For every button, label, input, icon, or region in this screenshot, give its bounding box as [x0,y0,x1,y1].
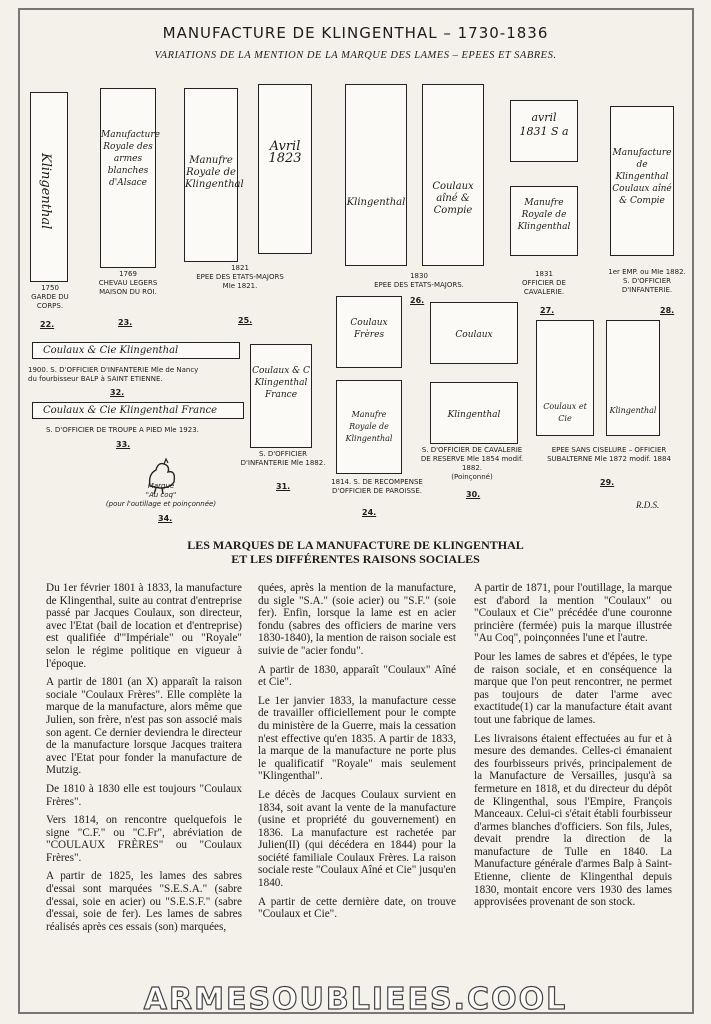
blade-mark-text: Klingenthal [346,197,406,208]
number-31: 31. [276,482,291,491]
blade-mark-26b [422,84,484,266]
column-1 [46,582,242,939]
blade-mark-33: Coulaux & Cie Klingenthal France [32,402,244,419]
caption-31: S. D'OFFICIER D'INFANTERIE Mle 1882. [240,450,326,467]
paragraph: Le décès de Jacques Coulaux survient en 1834, soit avant la vente de la manufacture (usine et propriété du gouvernement) en 1836. La manufacture est rachetée par Julien(II) (qui décédera en 1844) pour la société familiale Coulaux Frères. La raison sociale reste "Coulaux Aîné et Cie" jusqu'en 1840. [258,788,456,890]
blade-mark-27b [510,186,578,256]
caption-33: S. D'OFFICIER DE TROUPE A PIED Mle 1923. [46,426,199,434]
blade-mark-text: Coulaux et Cie [543,402,587,423]
caption-30: S. D'OFFICIER DE CAVALERIE DE RESERVE Mle 1854 modif. 1882. (Poinçonné) [420,446,524,481]
paragraph: Le 1er janvier 1833, la manufacture cesse de travailler officiellement pour le compte du ministère de la Guerre, mais la cessation n'est effective qu'en 1835. A partir de 1833, la marque de la manufacture ne porte plus le qualificatif "Royale" mais seulement "Klingenthal". [258,694,456,783]
blade-mark-22 [30,92,68,282]
blade-mark-text: Manufacture de Klingenthal Coulaux aîné & Compie [612,148,672,206]
paragraph: De 1810 à 1830 elle est toujours "Coulaux Frères". [46,782,242,808]
column-2 [258,582,456,927]
section-heading: LES MARQUES DE LA MANUFACTURE DE KLINGENTHAL ET LES DIFFÉRENTES RAISONS SOCIALES [187,538,524,566]
blade-mark-text: Coulaux & C Klingenthal France [252,366,310,400]
number-24: 24. [362,508,377,517]
page-subtitle: VARIATIONS DE LA MENTION DE LA MARQUE DES LAMES – EPEES ET SABRES. [154,50,557,61]
caption-24: 1814. S. DE RECOMPENSE D'OFFICIER DE PAROISSE. [331,478,423,495]
number-30: 30. [466,490,481,499]
blade-mark-text: Klingenthal [609,406,657,415]
author-initials: R.D.S. [636,500,660,510]
paragraph: Pour les lames de sabres et d'épées, le type de raison sociale, et en conséquence la marque que l'on peut rencontrer, ne permet pas toujours de dater l'arme avec exactitude(1) car la manufacture était avant tout une fabrique de lames. [474,650,672,726]
paragraph: A partir de 1801 (an X) apparaît la raison sociale "Coulaux Frères". Elle complète la marque de la manufacture, alors même que Julien, son frère, n'est pas son associé mais son agent. Ce dernier deviendra le directeur de la manufacture lorsque Jacques traitera avec l'Etat pour fonder la manufacture de Mutzig. [46,676,242,777]
number-29: 29. [600,478,615,487]
page-title: MANUFACTURE DE KLINGENTHAL – 1730-1836 [162,24,549,42]
paragraph: Du 1er février 1801 à 1833, la manufacture de Klingenthal, suite au contrat d'entreprise passé par Jacques Coulaux, son directeur, avec l'Etat (bail de location et d'entreprise) est qualifiée d'"Impériale" ou "Royale" selon le régime politique en vigueur à l'époque. [46,582,242,670]
caption-22: 1750 GARDE DU CORPS. [31,284,69,310]
blade-mark-32: Coulaux & Cie Klingenthal [32,342,240,359]
blade-mark-30b [430,382,518,444]
caption-26: 1830 EPEE DES ETATS-MAJORS. [374,272,464,289]
blade-mark-text: Manufre Royale de Klingenthal [345,410,393,443]
caption-27: 1831 OFFICIER DE CAVALERIE. [522,270,566,296]
number-25: 25. [238,316,253,325]
number-22: 22. [40,320,55,329]
blade-mark-text: Manufacture Royale des armes blanches d'Alsace [101,130,160,188]
paragraph: A partir de 1871, pour l'outillage, la marque est d'abord la mention "Coulaux" ou "Coulaux et Cie" précédée d'une couronne princière (fermée) puis la marque illustrée "Au Coq", poinçonnées l'une et l'autre. [474,582,672,645]
paragraph: A partir de 1825, les lames des sabres d'essai sont marquées "S.E.S.A." (sabre d'essai, soie en acier) ou "S.E.S.F." (sabre d'essai, soie de fer). Les lames de sabres réalisés après ces essais (son) marquées, [46,870,242,933]
blade-mark-31 [250,344,312,448]
number-23: 23. [118,318,133,327]
caption-34: Marque "Au coq" (pour l'outillage et poinçonnée) [105,482,217,508]
blade-mark-text: Coulaux aîné & Compie [432,181,474,216]
blade-mark-text: Coulaux Frères [350,318,388,340]
blade-mark-24a [336,296,402,368]
number-28: 28. [660,306,675,315]
blade-mark-29a [536,320,594,436]
blade-mark-text: avril 1831 S a [519,111,569,138]
paragraph: Vers 1814, on rencontre quelquefois le signe "C.F." ou "C.Fr", abréviation de "COULAUX FRÈRES" ou "Coulaux Frères". [46,814,242,864]
blade-mark-25 [184,88,244,262]
blade-mark-text: Coulaux [455,330,493,340]
caption-25: 1821 EPEE DES ETATS-MAJORS MIe 1821. [196,264,284,290]
blade-mark-text: Avril 1823 [268,139,302,166]
number-32: 32. [110,388,125,397]
blade-mark-28 [610,106,674,256]
number-34: 34. [158,514,173,523]
blade-mark-text: Klingenthal [447,410,501,420]
blade-mark-text: Manufre Royale de Klingenthal [185,155,244,190]
blade-mark-text: Klingenthal [38,153,53,230]
blade-mark-27a [510,100,578,162]
paragraph: Les livraisons étaient effectuées au fur et à mesure des demandes. Celles-ci émanaient des fourbisseurs privés, principalement de la Manufacture de Versailles, jusqu'à sa fermeture en 1818, et du directeur du dépôt de Klingenthal, sous l'Empire, François Manceaux. Celui-ci s'était établi fourbisseur d'armes blanches d'officiers. Son fils, Jules, devait prendre la direction de la manufacture de Tulle en 1840. La Manufacture générale d'armes Balp à Saint-Etienne, cliente de Klingenthal depuis 1830, montait encore vers 1930 des lames approvisées provenant de son stock. [474,732,672,909]
caption-32: 1900. S. D'OFFICIER D'INFANTERIE Mle de Nancy du fourbisseur BALP à SAINT ETIENNE. [28,366,199,383]
blade-mark-23 [100,88,160,268]
watermark: ARMESOUBLIEES.COOL [143,982,568,1017]
paragraph: A partir de 1830, apparaît "Coulaux" Aîné et Cie". [258,663,456,689]
paragraph: A partir de cette dernière date, on trouve "Coulaux et Cie". [258,895,456,921]
blade-mark-25b [258,84,312,254]
column-3 [474,582,672,915]
blade-mark-26a [345,84,407,266]
paragraph: quées, après la mention de la manufacture, du sigle "S.A." (soie acier) ou "S.F." (soie fer). Enfin, lorsque la lame est en acier fondu (sabres des officiers de marine vers 1830-1840), la mention de raison sociale est suivie de "acier fondu". [258,582,456,657]
blade-mark-24b [336,380,402,474]
number-26: 26. [410,296,425,305]
caption-29: EPEE SANS CISELURE – OFFICIER SUBALTERNE Mle 1872 modif. 1884 [547,446,671,463]
blade-mark-29b [606,320,660,436]
number-27: 27. [540,306,555,315]
blade-mark-30a [430,302,518,364]
number-33: 33. [116,440,131,449]
blade-mark-text: Manufre Royale de Klingenthal [517,198,571,232]
caption-28: 1er EMP. ou MIe 1882. S. D'OFFICIER D'INFANTERIE. [608,268,686,294]
caption-23: 1769 CHEVAU LEGERS MAISON DU ROI. [98,270,158,296]
